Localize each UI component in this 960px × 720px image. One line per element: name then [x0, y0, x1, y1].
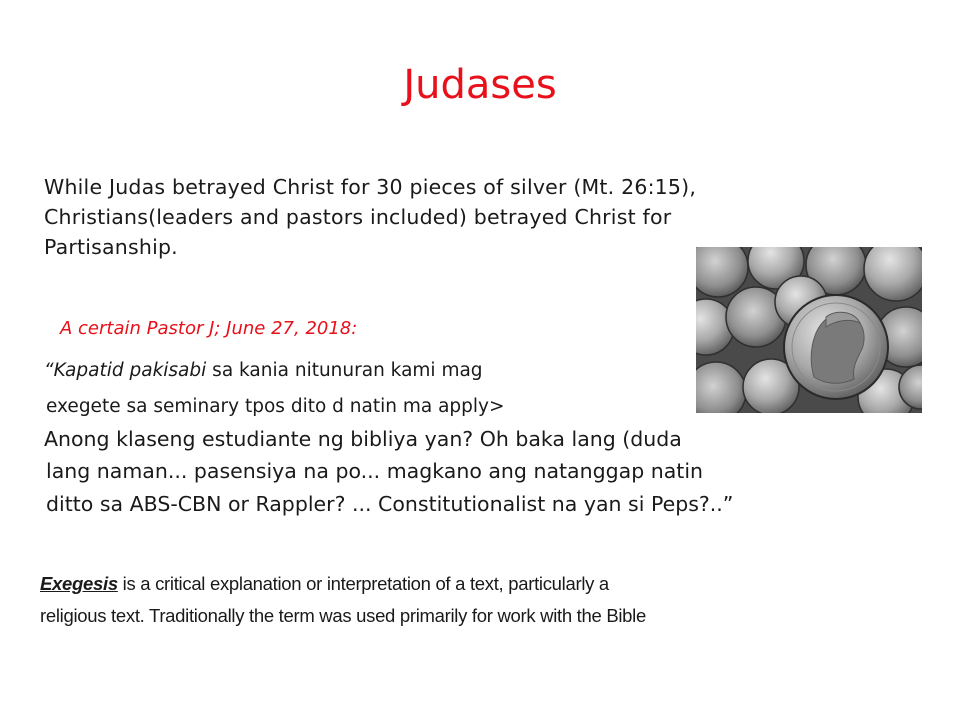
slide-title: Judases — [403, 62, 557, 108]
silver-coins-image — [696, 247, 922, 413]
exegesis-definition — [40, 568, 900, 632]
quote-line-4: lang naman... pasensiya na po... magkano ang natanggap natin — [46, 459, 704, 483]
definition-line-1-rest: is a critical explanation or interpretation of a text, particularly a — [117, 573, 609, 594]
quote-italic-opening: “Kapatid pakisabi — [44, 360, 207, 381]
quote-line-5: ditto sa ABS-CBN or Rappler? ... Constitutionalist na yan si Peps?..” — [46, 492, 734, 516]
intro-line-1: While Judas betrayed Christ for 30 pieces of silver (Mt. 26:15), — [44, 175, 697, 199]
definition-line-2: religious text. Traditionally the term was used primarily for work with the Bible — [40, 605, 646, 626]
quote-line-3: Anong klaseng estudiante ng bibliya yan? Oh baka lang (duda — [44, 427, 682, 451]
quote-line-2: exegete sa seminary tpos dito d natin ma apply> — [46, 396, 505, 417]
intro-line-2: Christians(leaders and pastors included) betrayed Christ for — [44, 205, 672, 229]
intro-line-3: Partisanship. — [44, 235, 178, 259]
quote-citation: A certain Pastor J; June 27, 2018: — [60, 318, 358, 339]
quote-line-1-rest: sa kania nitunuran kami mag — [206, 360, 483, 381]
definition-line-1 — [40, 568, 900, 600]
quote-line-1 — [44, 358, 483, 384]
definition-term: Exegesis — [40, 573, 118, 594]
